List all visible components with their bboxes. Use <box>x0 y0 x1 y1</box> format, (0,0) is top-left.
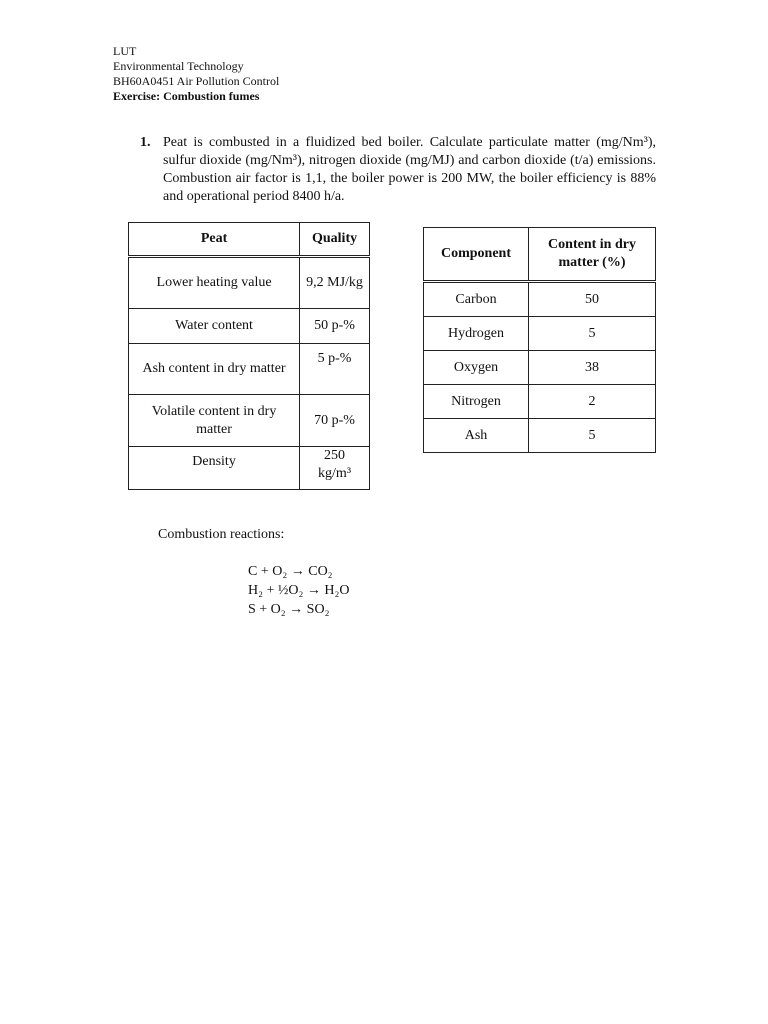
header-institution: LUT <box>113 44 137 58</box>
component-cell-name: Nitrogen <box>424 385 529 419</box>
peat-table-header-row <box>129 223 370 257</box>
component-cell-value: 5 <box>529 317 656 351</box>
peat-cell-value: 5 p-% <box>300 344 370 395</box>
component-cell-value: 38 <box>529 351 656 385</box>
peat-quality-table <box>128 222 370 490</box>
exercise-task <box>140 134 656 206</box>
component-cell-value: 5 <box>529 419 656 453</box>
header-department: Environmental Technology <box>113 59 244 73</box>
exercise-text: Peat is combusted in a fluidized bed boiler. Calculate particulate matter (mg/Nm³), sulfur dioxide (mg/Nm³), nitrogen dioxide (mg/MJ) and carbon dioxide (t/a) emissions. Combustion air factor is 1,1, the boiler power is 200 MW, the boiler efficiency is 88% and operational period 8400 h/a. <box>163 135 656 204</box>
peat-cell-label: Water content <box>129 309 300 344</box>
component-table-header-row <box>424 228 656 282</box>
component-header-content: Content in dry matter (%) <box>529 228 656 282</box>
table-row <box>129 344 370 395</box>
reaction-sulfur: S + O₂ → SO₂ <box>248 602 330 617</box>
table-row <box>424 317 656 351</box>
peat-cell-value: 9,2 MJ/kg <box>300 257 370 309</box>
table-row <box>129 447 370 490</box>
table-row <box>424 351 656 385</box>
table-row <box>424 385 656 419</box>
document-header <box>113 44 279 104</box>
component-cell-name: Ash <box>424 419 529 453</box>
header-course: BH60A0451 Air Pollution Control <box>113 74 280 88</box>
table-row <box>129 395 370 447</box>
peat-header-quality: Quality <box>300 223 370 257</box>
table-row <box>424 282 656 317</box>
peat-cell-value: 50 p-% <box>300 309 370 344</box>
table-row <box>424 419 656 453</box>
peat-cell-value: 250 kg/m³ <box>300 447 370 490</box>
peat-header-peat: Peat <box>129 223 300 257</box>
table-row <box>129 257 370 309</box>
peat-cell-label: Density <box>129 447 300 490</box>
component-cell-value: 50 <box>529 282 656 317</box>
combustion-reactions-label: Combustion reactions: <box>158 527 285 542</box>
component-cell-value: 2 <box>529 385 656 419</box>
component-cell-name: Carbon <box>424 282 529 317</box>
reaction-list <box>248 562 349 619</box>
peat-cell-label: Ash content in dry matter <box>129 344 300 395</box>
peat-cell-label: Lower heating value <box>129 257 300 309</box>
header-exercise-title: Exercise: Combustion fumes <box>113 89 260 103</box>
table-row <box>129 309 370 344</box>
reaction-hydrogen: H₂ + ½O₂ → H₂O <box>248 583 350 598</box>
component-header-component: Component <box>424 228 529 282</box>
component-cell-name: Hydrogen <box>424 317 529 351</box>
component-table <box>423 227 656 453</box>
peat-cell-label: Volatile content in dry matter <box>129 395 300 447</box>
component-cell-name: Oxygen <box>424 351 529 385</box>
peat-cell-value: 70 p-% <box>300 395 370 447</box>
reaction-carbon: C + O₂ → CO₂ <box>248 564 333 579</box>
exercise-number: 1. <box>140 135 151 150</box>
